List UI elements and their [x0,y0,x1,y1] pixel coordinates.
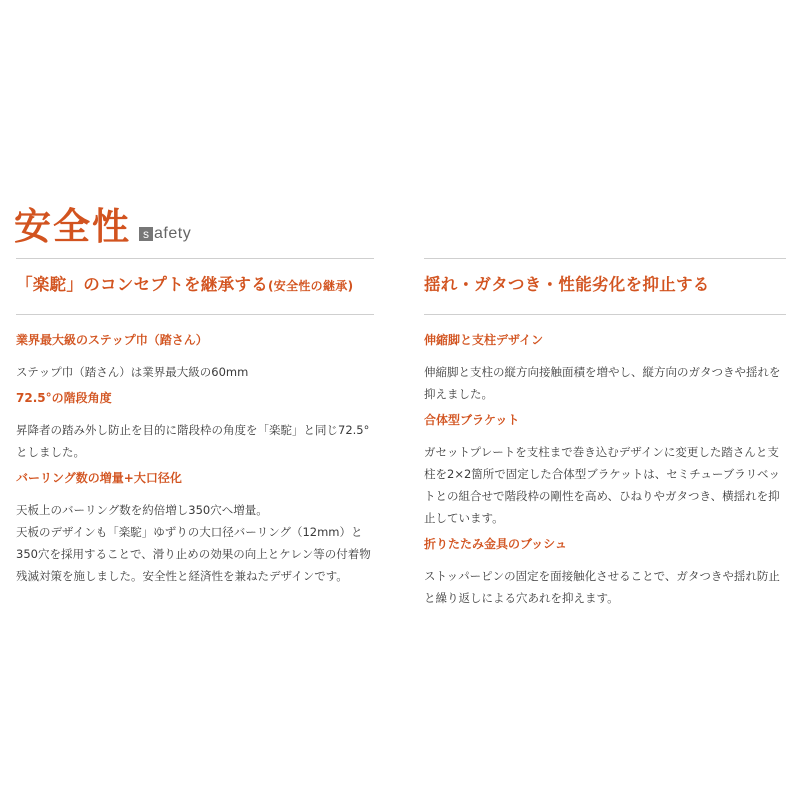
feature-subheading: バーリング数の増量+大口径化 [16,471,182,485]
right-column [424,258,786,615]
subtitle-text: afety [154,225,192,242]
left-heading-note: (安全性の継承) [268,279,354,293]
page-title: 安全性 [14,205,131,248]
feature-text: ストッパーピンの固定を面接触化させることで、ガタつきや揺れ防止と繰り返しによる穴あれを抑えます。 [424,569,780,605]
left-column [16,258,374,593]
subtitle-initial-box: s [139,227,153,241]
feature-text: 昇降者の踏み外し防止を目的に階段枠の角度を「楽駝」と同じ72.5°としました。 [16,423,370,459]
page-subtitle [139,225,191,243]
feature-block [16,331,374,383]
section-title-block [14,205,192,248]
feature-block [16,469,374,587]
left-section-heading [16,258,374,304]
feature-text: 天板上のバーリング数を約倍増し350穴へ増量。 [16,503,268,517]
feature-text: ガセットプレートを支柱まで巻き込むデザインに変更した踏さんと支柱を2×2箇所で固定した合体型ブラケットは、セミチューブラリベットとの組合せで階段枠の剛性を高め、ひねりやガタつき、横揺れを抑止しています。 [424,445,781,525]
feature-subheading: 折りたたみ金具のブッシュ [424,537,567,551]
feature-block [424,535,786,609]
left-heading-text: 「楽駝」のコンセプトを継承する [16,275,268,294]
feature-subheading: 伸縮脚と支柱デザイン [424,333,544,347]
feature-block [424,411,786,529]
feature-block [424,331,786,405]
divider-left-bottom [16,314,374,315]
divider-right-bottom [424,314,786,315]
feature-text: ステップ巾（踏さん）は業界最大級の60mm [16,365,249,379]
feature-subheading: 業界最大級のステップ巾（踏さん） [16,333,208,347]
feature-block [16,389,374,463]
feature-text: 天板のデザインも「楽駝」ゆずりの大口径バーリング（12mm）と350穴を採用することで、滑り止めの効果の向上とケレン等の付着物残滅対策を施しました。安全性と経済性を兼ねたデザインです。 [16,525,371,583]
right-section-heading: 揺れ・ガタつき・性能劣化を抑止する [424,275,710,294]
feature-text: 伸縮脚と支柱の縦方向接触面積を増やし、縦方向のガタつきや揺れを抑えました。 [424,365,781,401]
feature-subheading: 合体型ブラケット [424,413,520,427]
feature-subheading: 72.5°の階段角度 [16,391,112,405]
